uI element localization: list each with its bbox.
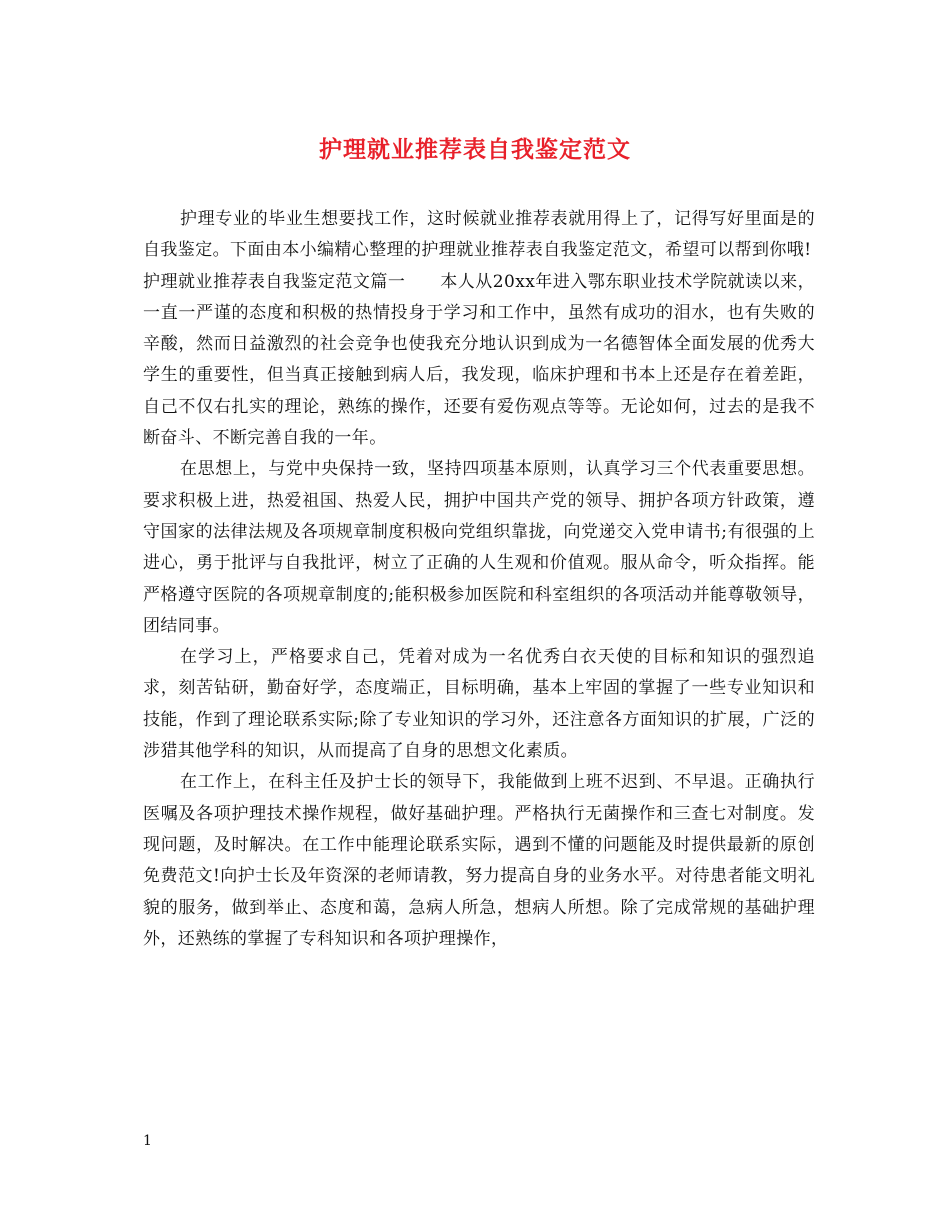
- ideology-paragraph: 在思想上，与党中央保持一致，坚持四项基本原则，认真学习三个代表重要思想。要求积极上进，热爱祖国、热爱人民，拥护中国共产党的领导、拥护各项方针政策，遵守国家的法律法规及各项规章制度积极向党组织靠拢，向党递交入党申请书;有很强的上进心，勇于批评与自我批评，树立了正确的人生观和价值观。服从命令，听众指挥。能严格遵守医院的各项规章制度的;能积极参加医院和科室组织的各项活动并能尊敬领导，团结同事。: [143, 459, 815, 636]
- page-number: 1: [143, 1133, 152, 1149]
- work-paragraph: 在工作上，在科主任及护士长的领导下，我能做到上班不迟到、不早退。正确执行医嘱及各项护理技术操作规程，做好基础护理。严格执行无菌操作和三查七对制度。发现问题，及时解决。在工作中能理论联系实际，遇到不懂的问题能及时提供最新的原创免费范文!向护士长及年资深的老师请教，努力提高自身的业务水平。对待患者能文明礼貌的服务，做到举止、态度和蔼，急病人所急，想病人所想。除了完成常规的基础护理外，还熟练的掌握了专科知识和各项护理操作，: [143, 772, 815, 949]
- intro-paragraph: 护理专业的毕业生想要找工作，这时候就业推荐表就用得上了，记得写好里面是的自我鉴定。下面由本小编精心整理的护理就业推荐表自我鉴定范文，希望可以帮到你哦!: [143, 209, 815, 261]
- document-body: [143, 204, 815, 955]
- document-title: 护理就业推荐表自我鉴定范文: [319, 136, 631, 163]
- study-paragraph: 在学习上，严格要求自己，凭着对成为一名优秀白衣天使的目标和知识的强烈追求，刻苦钻研，勤奋好学，态度端正，目标明确，基本上牢固的掌握了一些专业知识和技能，作到了理论联系实际;除了专业知识的学习外，还注意各方面知识的扩展，广泛的涉猎其他学科的知识，从而提高了自身的思想文化素质。: [143, 647, 815, 762]
- essay-one-paragraph: 护理就业推荐表自我鉴定范文篇一 本人从20xx年进入鄂东职业技术学院就读以来，一直一严谨的态度和积极的热情投身于学习和工作中，虽然有成功的泪水，也有失败的辛酸，然而日益激烈的社会竞争也使我充分地认识到成为一名德智体全面发展的优秀大学生的重要性，但当真正接触到病人后，我发现，临床护理和书本上还是存在着差距，自己不仅右扎实的理论，熟练的操作，还要有爱伤观点等等。无论如何，过去的是我不断奋斗、不断完善自我的一年。: [143, 271, 815, 449]
